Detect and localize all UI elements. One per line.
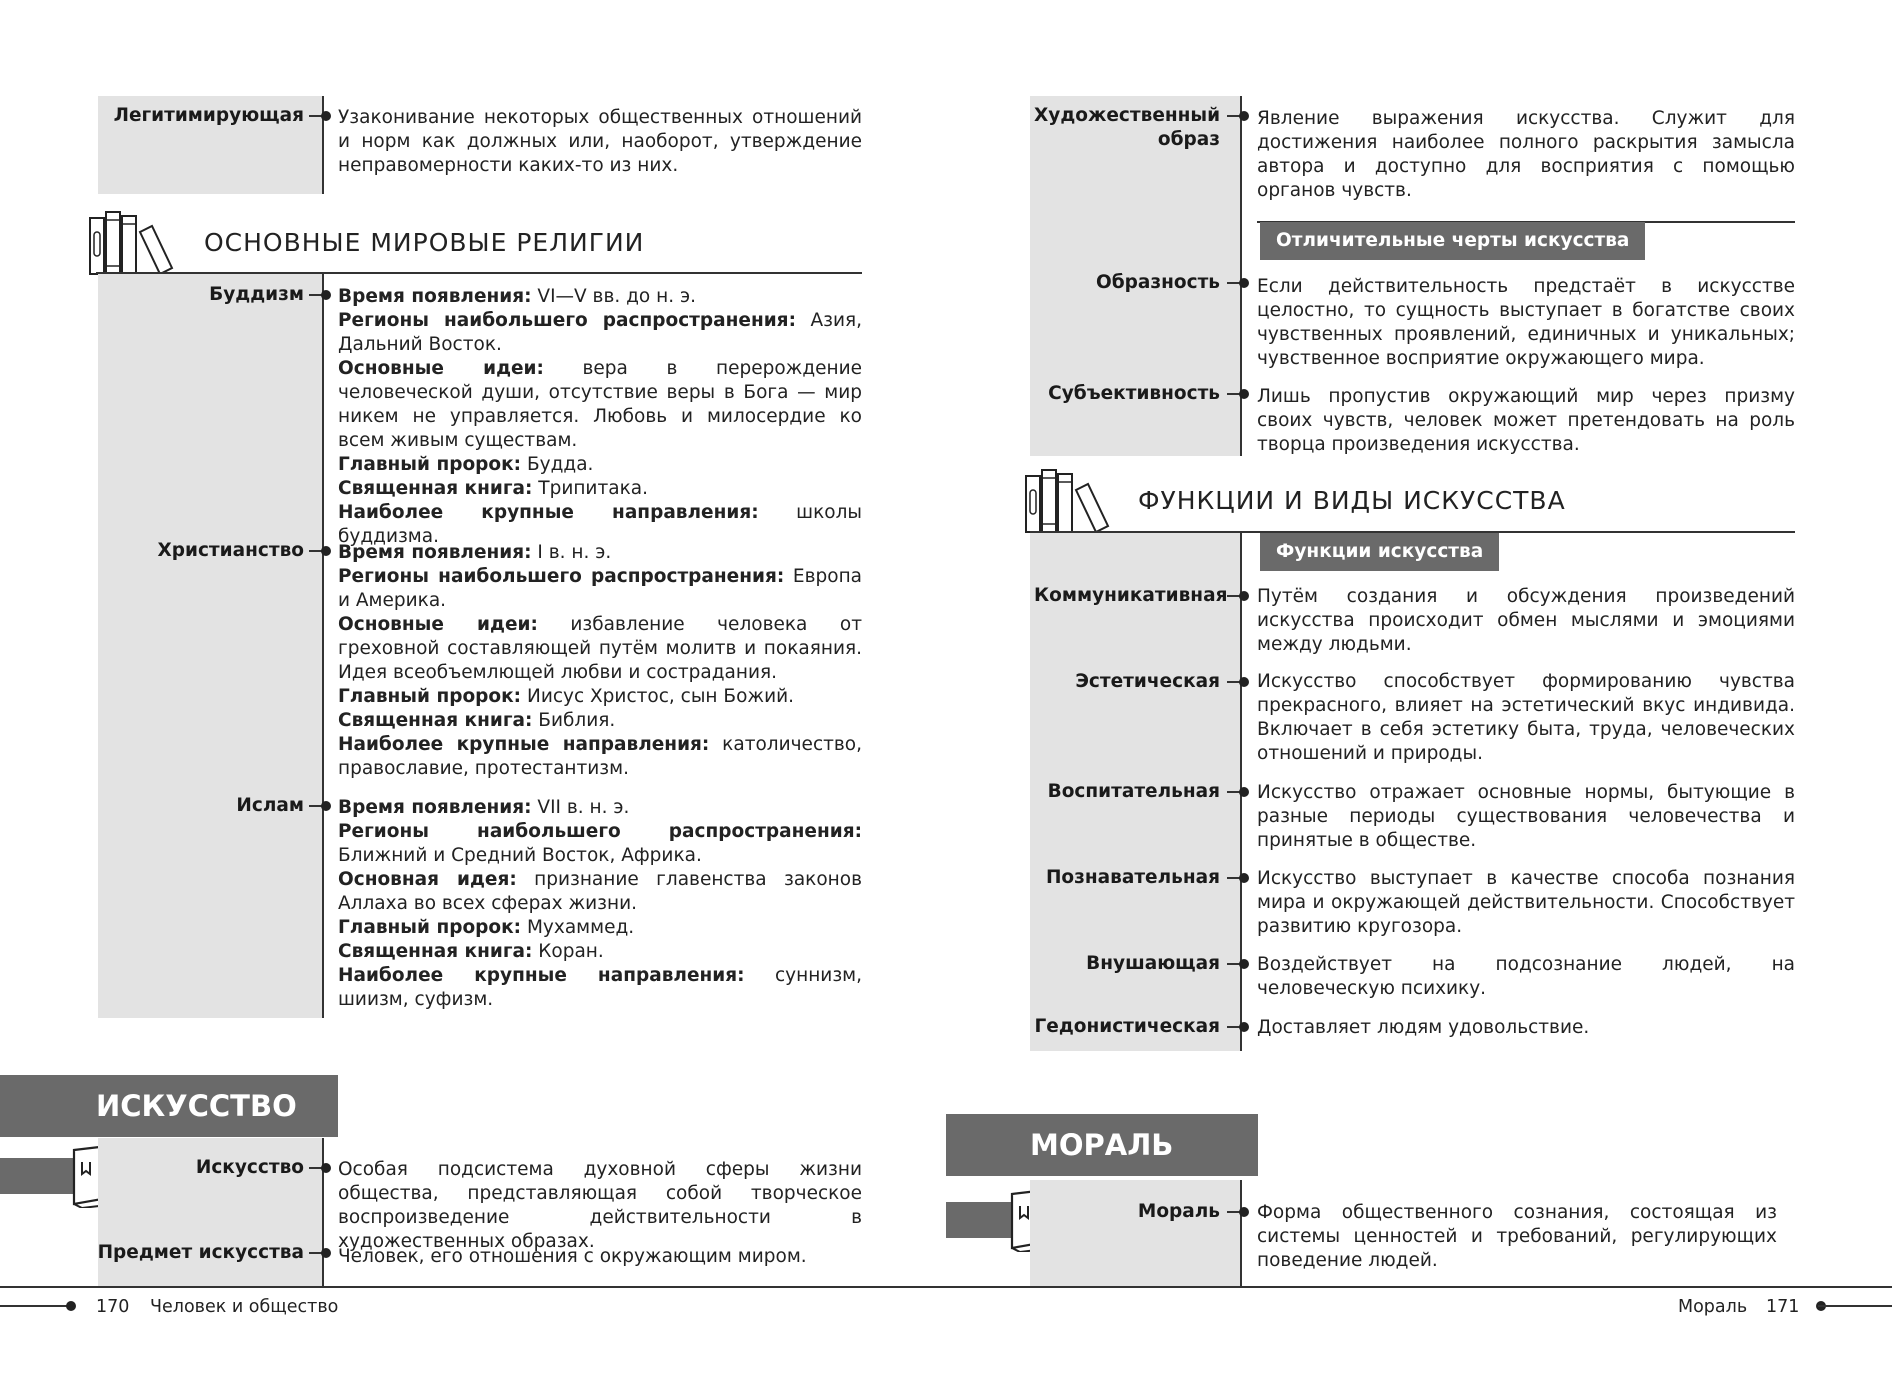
- definition-cognitive: Искусство выступает в качестве способа познания мира и окружающей действительности. Способствует развитию кругозора.: [1257, 868, 1795, 937]
- definition-christianity: Время появления: I в. н. э. Регионы наибольшего распространения: Европа и Америка. Основные идеи: избавление человека от греховной составляющей путём молитв и покаяния. Идея всеобъемлющей любви и сострадания. Главный пророк: Иисус Христос, сын Божий. Священная книга: Библия. Наиболее крупные направления: католичество, православие, протестантизм.: [338, 542, 863, 779]
- term-legitimizing: Легитимирующая: [113, 105, 304, 126]
- page-number-right: 171: [1766, 1297, 1800, 1317]
- term-column-bg: [98, 274, 323, 1018]
- books-icon: [1024, 468, 1114, 534]
- page-number-left: 170: [96, 1297, 130, 1317]
- connector-dot-icon: [309, 801, 333, 811]
- definition-moral: Форма общественного сознания, состоящая из системы ценностей и требований, регулирующих поведение людей.: [1257, 1202, 1777, 1271]
- connector-dot-icon: [309, 546, 333, 556]
- connector-dot-icon: [309, 111, 333, 121]
- term-column-bg: [1030, 1180, 1241, 1286]
- definition-educational: Искусство отражает основные нормы, бытующие в разные периоды существования человечества и принятые в обществе.: [1257, 782, 1795, 851]
- definition-legitimizing: Узаконивание некоторых общественных отношений и норм как должных или, наоборот, утверждение неправомерности каких-то из них.: [338, 107, 862, 176]
- running-title-left: Человек и общество: [150, 1297, 339, 1317]
- vertical-rule: [322, 1138, 324, 1286]
- vertical-rule: [1240, 96, 1242, 456]
- connector-dot-icon: [309, 1248, 333, 1258]
- term-communicative: Коммуникативная: [1034, 585, 1228, 606]
- connector-dot-icon: [1227, 389, 1251, 399]
- term-moral: Мораль: [1137, 1201, 1220, 1222]
- section-title-religions: ОСНОВНЫЕ МИРОВЫЕ РЕЛИГИИ: [204, 228, 645, 257]
- term-art-subject: Предмет искусства: [97, 1242, 304, 1263]
- term-subjectivity: Субъективность: [1048, 383, 1220, 404]
- connector-dot-icon: [1227, 278, 1251, 288]
- books-icon: [88, 210, 178, 276]
- connector-dot-icon: [1227, 959, 1251, 969]
- term-cognitive: Познавательная: [1045, 867, 1220, 888]
- definition-subjectivity: Лишь пропустив окружающий мир через призму своих чувств, человек может претендовать на роль творца произведения искусства.: [1257, 386, 1795, 455]
- term-aesthetic: Эстетическая: [1075, 671, 1220, 692]
- running-title-right: Мораль: [1678, 1297, 1748, 1317]
- definition-communicative: Путём создания и обсуждения произведений искусства происходит обмен мыслями и эмоциями между людьми.: [1257, 586, 1795, 655]
- chapter-band-art: ИСКУССТВО: [0, 1075, 338, 1137]
- definition-islam: Время появления: VII в. н. э. Регионы наибольшего распространения: Ближний и Средний Восток, Африка. Основная идея: признание главенства законов Аллаха во всех сферах жизни. Главный пророк: Мухаммед. Священная книга: Коран. Наиболее крупные направления: суннизм, шиизм, суфизм.: [338, 797, 862, 1010]
- connector-dot-icon: [309, 290, 333, 300]
- definition-buddhism: Время появления: VI—V вв. до н. э. Регионы наибольшего распространения: Азия, Дальний Восток. Основные идеи: вера в перерождение человеческой души, отсутствие веры в Бога — мир никем не управляется. Любовь и милосердие ко всем живым существам. Главный пророк: Будда. Священная книга: Трипитака. Наиболее крупные направления: школы буддизма.: [338, 286, 863, 547]
- term-artistic-image: Художественный образ: [1034, 105, 1221, 150]
- definition-suggestive: Воздействует на подсознание людей, на человеческую психику.: [1257, 954, 1795, 999]
- term-suggestive: Внушающая: [1086, 953, 1220, 974]
- chapter-band-moral: МОРАЛЬ: [946, 1114, 1258, 1176]
- definition-art-subject: Человек, его отношения с окружающим миром.: [338, 1246, 807, 1267]
- definition-hedonistic: Доставляет людям удовольствие.: [1257, 1017, 1590, 1038]
- connector-dot-icon: [1227, 677, 1251, 687]
- definition-art: Особая подсистема духовной сферы жизни общества, представляющая собой творческое воспроизведение действительности в художественных образах.: [338, 1159, 862, 1252]
- tag-art-functions: Функции искусства: [1260, 533, 1499, 571]
- definition-imagery: Если действительность предстаёт в искусстве целостно, то сущность выступает в богатстве своих чувственных проявлений, единичных и уникальных; чувственное восприятие окружающего мира.: [1257, 276, 1795, 369]
- term-buddhism: Буддизм: [209, 284, 304, 305]
- term-imagery: Образность: [1096, 272, 1220, 293]
- term-hedonistic: Гедонистическая: [1034, 1016, 1220, 1037]
- connector-dot-icon: [1227, 787, 1251, 797]
- connector-dot-icon: [309, 1163, 333, 1173]
- connector-dot-icon: [1227, 1207, 1251, 1217]
- term-educational: Воспитательная: [1047, 781, 1220, 802]
- connector-dot-icon: [1227, 1022, 1251, 1032]
- definition-artistic-image: Явление выражения искусства. Служит для достижения наиболее полного раскрытия замысла автора и доступно для восприятия с помощью органов чувств.: [1257, 108, 1795, 201]
- connector-dot-icon: [1227, 591, 1251, 601]
- footer-rule: [946, 1286, 1892, 1288]
- term-christianity: Христианство: [157, 540, 304, 561]
- connector-dot-icon: [1227, 111, 1251, 121]
- term-art: Искусство: [195, 1157, 304, 1178]
- vertical-rule: [322, 274, 324, 1018]
- tag-art-features: Отличительные черты искусства: [1260, 222, 1645, 260]
- footer-rule: [0, 1286, 946, 1288]
- definition-aesthetic: Искусство способствует формированию чувства прекрасного, влияет на эстетический вкус индивида. Включает в себя эстетику быта, труда, человеческих отношений и природы.: [1257, 671, 1795, 764]
- connector-dot-icon: [1227, 873, 1251, 883]
- vertical-rule: [1240, 1180, 1242, 1286]
- footer-dot-icon: [66, 1301, 76, 1311]
- footer-line: [1818, 1305, 1892, 1307]
- section-title-functions: ФУНКЦИИ И ВИДЫ ИСКУССТВА: [1138, 486, 1566, 515]
- footer-line: [0, 1305, 74, 1307]
- term-islam: Ислам: [236, 795, 304, 816]
